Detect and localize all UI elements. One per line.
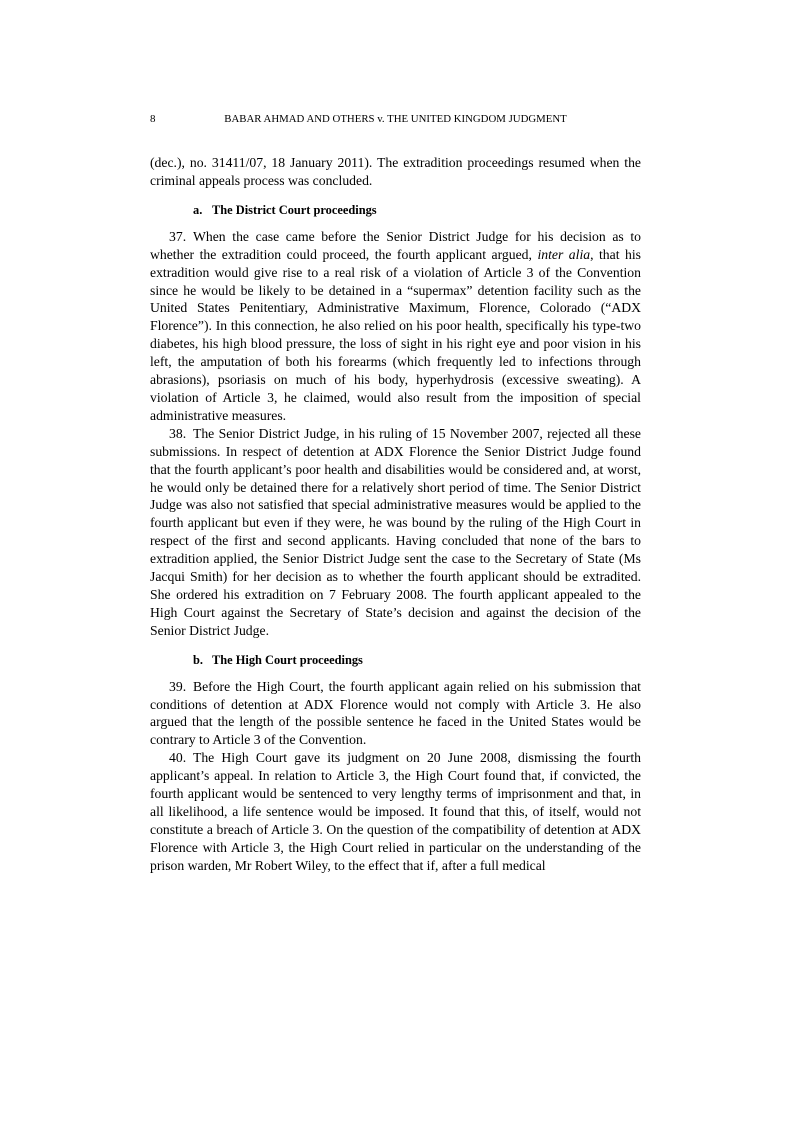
text-column [150, 113, 641, 875]
heading-b-label: b. [193, 652, 203, 667]
running-title: BABAR AHMAD AND OTHERS v. THE UNITED KINGDOM JUDGMENT [224, 113, 567, 125]
page-number: 8 [150, 113, 156, 125]
heading-b-title: The High Court proceedings [212, 652, 363, 667]
paragraph-37-tail: , that his extradition would give rise to a real risk of a violation of Article 3 of the Convention since he would be likely to be detained in a “supermax” detention facility such as the United States Penitentiary, Administrative Maximum, Florence, Colorado (“ADX Florence”). In this connection, he also relied on his poor health, specifically his type-two diabetes, his high blood pressure, the loss of sight in his right eye and poor vision in his left, the amputation of both his forearms (which frequently led to infections through abrasions), psoriasis on much of his body, hyperhydrosis (excessive sweating). A violation of Article 3, he claimed, would also result from the imposition of special administrative measures. [150, 246, 642, 423]
paragraph-37 [150, 228, 641, 425]
heading-a-title: The District Court proceedings [212, 202, 377, 217]
paragraph-40: 40. The High Court gave its judgment on 20 June 2008, dismissing the fourth applicant’s appeal. In relation to Article 3, the High Court found that, if convicted, the fourth applicant would be sentenced to very lengthy terms of imprisonment and that, in all likelihood, a life sentence would be imposed. It found that this, of itself, would not constitute a breach of Article 3. On the question of the compatibility of detention at ADX Florence with Article 3, the High Court relied in particular on the understanding of the prison warden, Mr Robert Wiley, to the effect that if, after a full medical [150, 750, 641, 873]
paragraph-37-italic-phrase: inter alia [537, 246, 591, 262]
paragraph-38: 38. The Senior District Judge, in his ruling of 15 November 2007, rejected all these submissions. In respect of detention at ADX Florence the Senior District Judge found that the fourth applicant’s poor health and disabilities would be considered and, at worst, he would only be detained there for a relatively short period of time. The Senior District Judge was also not satisfied that special administrative measures would be applied to the fourth applicant but even if they were, he was bound by the ruling of the High Court in respect of the first and second applicants. Having concluded that none of the bars to extradition applied, the Senior District Judge sent the case to the Secretary of State (Ms Jacqui Smith) for her decision as to whether the fourth applicant should be extradited. She ordered his extradition on 7 February 2008. The fourth applicant appealed to the High Court against the Secretary of State’s decision and against the decision of the Senior District Judge. [150, 425, 641, 638]
paragraph-continuation: (dec.), no. 31411/07, 18 January 2011). The extradition proceedings resumed when the criminal appeals process was concluded. [150, 155, 641, 188]
paragraph-37-lead: 37. When the case came before the Senior District Judge for his decision as to whether the extradition could proceed, the fourth applicant argued, [150, 228, 641, 262]
paragraph-39: 39. Before the High Court, the fourth applicant again relied on his submission that conditions of detention at ADX Florence would not comply with Article 3. He also argued that the length of the possible sentence he faced in the United States would be contrary to Article 3 of the Convention. [150, 678, 641, 748]
heading-a-label: a. [193, 202, 203, 217]
heading-high-court-proceedings [193, 653, 641, 668]
page-header [150, 113, 641, 126]
heading-district-court-proceedings [193, 203, 641, 218]
